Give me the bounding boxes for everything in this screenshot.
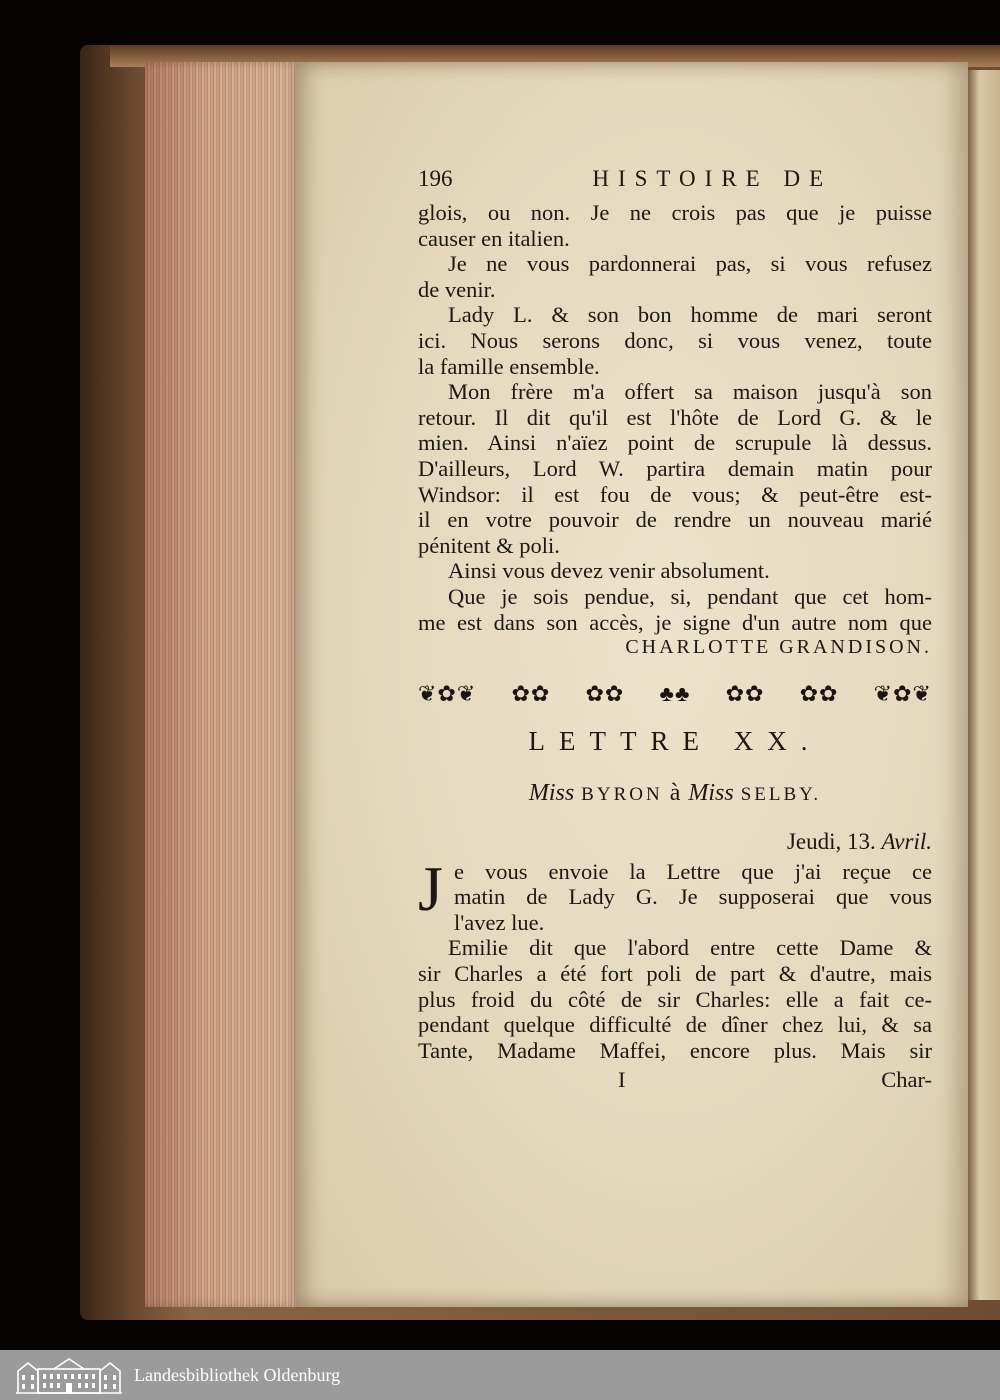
page-foot xyxy=(418,1067,932,1093)
text-line: plus froid du côté de sir Charles: elle a fait ce- xyxy=(418,986,932,1012)
text-line: pénitent & poli. xyxy=(418,532,560,558)
text-line: matin de Lady G. Je supposerai que vous xyxy=(454,884,932,910)
letter-body xyxy=(418,935,932,1063)
page-edges xyxy=(145,62,300,1307)
library-footer xyxy=(0,1350,1000,1400)
text-line: me est dans son accès, je signe d'un autre nom que xyxy=(418,609,932,635)
ornament-glyph: ✿✿ xyxy=(725,680,765,706)
catchword: Char- xyxy=(881,1067,932,1093)
ornament-glyph: ❦✿❦ xyxy=(418,680,477,706)
book-page xyxy=(296,62,968,1307)
text-line: l'avez lue. xyxy=(454,909,545,935)
running-header xyxy=(418,166,932,196)
text-line: e vous envoie la Lettre que j'ai reçue ce xyxy=(454,858,932,884)
ornament-glyph: ✿✿ xyxy=(585,680,625,706)
text-line: Que je sois pendue, si, pendant que cet hom- xyxy=(448,583,932,609)
text-line: Mon frère m'a offert sa maison jusqu'à son xyxy=(448,379,932,405)
library-building-icon xyxy=(14,1355,124,1395)
text-line: Je ne vous pardonnerai pas, si vous refusez xyxy=(448,251,932,277)
text-line: sir Charles a été fort poli de part & d'autre, mais xyxy=(418,961,932,987)
letter-title: LETTRE XX. xyxy=(528,725,822,756)
text-line: il en votre pouvoir de rendre un nouveau marié xyxy=(418,507,932,533)
text-line: Emilie dit que l'abord entre cette Dame & xyxy=(448,935,932,961)
signature-mark: I xyxy=(618,1067,626,1093)
text-line: de venir. xyxy=(418,276,496,302)
letter-opening xyxy=(418,852,932,936)
date-day: Jeudi, 13. xyxy=(786,828,876,854)
signature: CHARLOTTE GRANDISON. xyxy=(625,636,932,659)
ornament-glyph: ♣♣ xyxy=(659,680,691,706)
page-text xyxy=(418,166,932,1093)
running-title: HISTOIRE DE xyxy=(592,166,833,191)
text-line: Lady L. & son bon homme de mari seront xyxy=(448,302,932,328)
date-month: Avril. xyxy=(881,828,932,854)
ornament-band xyxy=(418,677,932,711)
text-line: glois, ou non. Je ne crois pas que je puisse xyxy=(418,200,932,225)
ornament-glyph: ❦✿❦ xyxy=(873,680,932,706)
address-to-prefix: Miss xyxy=(688,779,734,806)
text-line: pendant quelque difficulté de dîner chez lui, & sa xyxy=(418,1012,932,1038)
text-line: causer en italien. xyxy=(418,225,570,251)
text-line: ici. Nous serons donc, si vous venez, toute xyxy=(418,327,932,353)
text-line: D'ailleurs, Lord W. partira demain matin pour xyxy=(418,455,932,481)
facing-page-edge xyxy=(966,70,1000,1300)
address-from-prefix: Miss xyxy=(528,779,575,806)
address-to: SELBY. xyxy=(740,783,822,805)
drop-cap: J xyxy=(418,852,443,924)
address-from: BYRON xyxy=(581,783,663,805)
address-join: à xyxy=(669,779,682,806)
text-line: la famille ensemble. xyxy=(418,353,600,379)
text-line: Windsor: il est fou de vous; & peut-être est- xyxy=(418,481,932,507)
letter-address xyxy=(418,781,932,817)
library-name: Landesbibliothek Oldenburg xyxy=(134,1364,341,1385)
text-line: retour. Il dit qu'il est l'hôte de Lord G. & le xyxy=(418,404,932,430)
text-line: Tante, Madame Maffei, encore plus. Mais sir xyxy=(418,1037,932,1063)
text-line: Ainsi vous devez venir absolument. xyxy=(448,558,770,584)
ornament-glyph: ✿✿ xyxy=(511,680,551,706)
previous-letter-end xyxy=(418,200,932,661)
text-line: mien. Ainsi n'aïez point de scrupule là dessus. xyxy=(418,430,932,456)
page-number: 196 xyxy=(418,166,453,191)
ornament-glyph: ✿✿ xyxy=(799,680,839,706)
letter-date xyxy=(418,829,932,859)
